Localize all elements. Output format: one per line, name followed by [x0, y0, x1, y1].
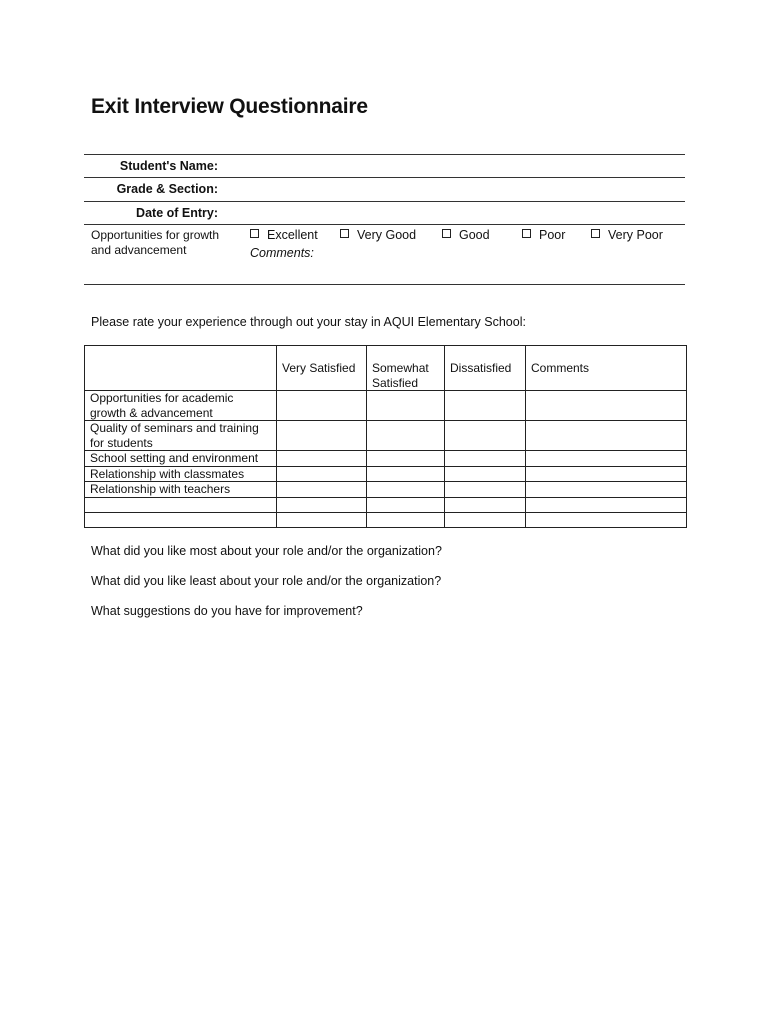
- rating-cell[interactable]: [367, 391, 445, 421]
- table-header-row: [85, 346, 687, 391]
- divider: [84, 224, 685, 225]
- row-label: Opportunities for academic growth & advancement: [85, 391, 277, 421]
- rating-cell[interactable]: [367, 512, 445, 527]
- checkbox-icon[interactable]: [522, 229, 531, 238]
- comment-cell[interactable]: [526, 421, 687, 451]
- divider: [84, 154, 685, 155]
- rating-cell[interactable]: [277, 497, 367, 512]
- header-very-satisfied: Very Satisfied: [277, 346, 367, 391]
- opportunities-label: Opportunities for growth and advancement: [91, 228, 220, 257]
- rating-cell[interactable]: [367, 421, 445, 451]
- row-label: [85, 512, 277, 527]
- row-label: Relationship with classmates: [85, 466, 277, 482]
- divider: [84, 201, 685, 202]
- header-dissatisfied: Dissatisfied: [445, 346, 526, 391]
- rating-cell[interactable]: [277, 466, 367, 482]
- table-row: [85, 482, 687, 498]
- comment-cell[interactable]: [526, 512, 687, 527]
- option-very-good[interactable]: Very Good: [340, 228, 416, 242]
- row-label: Relationship with teachers: [85, 482, 277, 498]
- rating-cell[interactable]: [445, 512, 526, 527]
- option-good[interactable]: Good: [442, 228, 490, 242]
- date-entry-label: Date of Entry:: [136, 206, 218, 220]
- checkbox-icon[interactable]: [442, 229, 451, 238]
- rating-cell[interactable]: [277, 391, 367, 421]
- header-somewhat-satisfied: Somewhat Satisfied: [367, 346, 445, 391]
- row-label: [85, 497, 277, 512]
- checkbox-icon[interactable]: [250, 229, 259, 238]
- table-row: [85, 497, 687, 512]
- table-row: [85, 512, 687, 527]
- checkbox-icon[interactable]: [591, 229, 600, 238]
- table-row: [85, 391, 687, 421]
- rating-cell[interactable]: [367, 497, 445, 512]
- rating-cell[interactable]: [367, 482, 445, 498]
- comments-label: Comments:: [250, 246, 314, 260]
- row-label: School setting and environment: [85, 451, 277, 467]
- rating-cell[interactable]: [277, 451, 367, 467]
- table-row: [85, 421, 687, 451]
- table-row: [85, 466, 687, 482]
- comment-cell[interactable]: [526, 391, 687, 421]
- rating-cell[interactable]: [445, 482, 526, 498]
- rating-cell[interactable]: [367, 466, 445, 482]
- option-very-poor[interactable]: Very Poor: [591, 228, 663, 242]
- comment-cell[interactable]: [526, 497, 687, 512]
- checkbox-icon[interactable]: [340, 229, 349, 238]
- instruction-text: Please rate your experience through out your stay in AQUI Elementary School:: [91, 315, 526, 329]
- rating-cell[interactable]: [277, 482, 367, 498]
- page-title: Exit Interview Questionnaire: [91, 95, 368, 118]
- option-poor[interactable]: Poor: [522, 228, 565, 242]
- row-label: Quality of seminars and training for students: [85, 421, 277, 451]
- rating-cell[interactable]: [445, 466, 526, 482]
- student-name-label: Student's Name:: [119, 159, 218, 173]
- divider: [84, 177, 685, 178]
- rating-cell[interactable]: [445, 391, 526, 421]
- table-row: [85, 451, 687, 467]
- divider: [84, 284, 685, 285]
- header-comments: Comments: [526, 346, 687, 391]
- question-like-least: What did you like least about your role and/or the organization?: [91, 574, 442, 588]
- header-cell: [85, 346, 277, 391]
- rating-cell[interactable]: [445, 497, 526, 512]
- rating-table: [84, 345, 687, 528]
- comment-cell[interactable]: [526, 482, 687, 498]
- rating-cell[interactable]: [445, 451, 526, 467]
- rating-cell[interactable]: [367, 451, 445, 467]
- comment-cell[interactable]: [526, 466, 687, 482]
- rating-cell[interactable]: [277, 512, 367, 527]
- question-suggestions: What suggestions do you have for improvement?: [91, 604, 363, 618]
- option-excellent[interactable]: Excellent: [250, 228, 318, 242]
- rating-cell[interactable]: [445, 421, 526, 451]
- question-like-most: What did you like most about your role and/or the organization?: [91, 544, 442, 558]
- grade-section-label: Grade & Section:: [116, 182, 218, 196]
- comment-cell[interactable]: [526, 451, 687, 467]
- rating-cell[interactable]: [277, 421, 367, 451]
